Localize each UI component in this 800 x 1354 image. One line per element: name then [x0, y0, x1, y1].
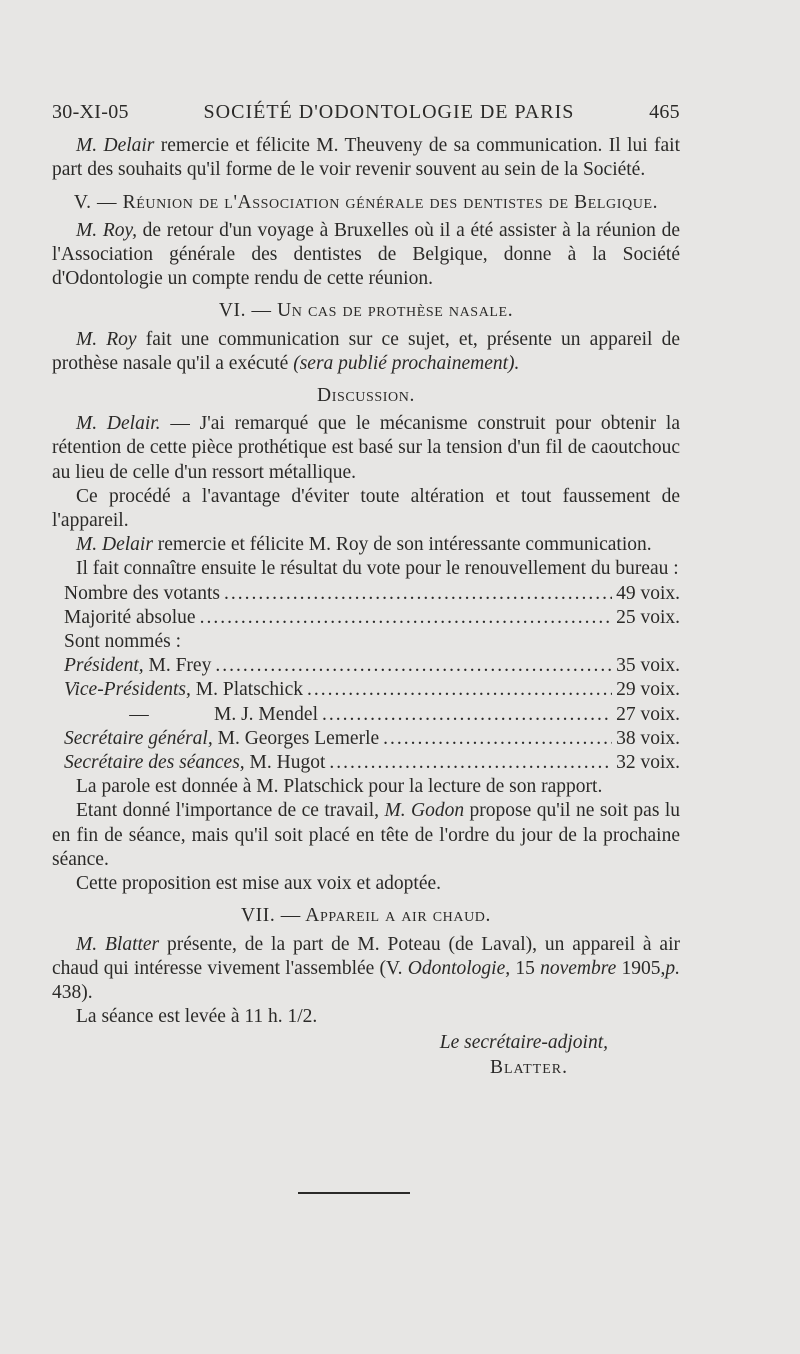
dot-leader	[224, 582, 612, 606]
dot-leader	[307, 678, 612, 702]
header-title: SOCIÉTÉ D'ODONTOLOGIE DE PARIS	[203, 101, 575, 123]
vote-label	[64, 703, 318, 727]
vote-label: Nombre des votants	[64, 582, 220, 604]
speaker: M. Godon	[384, 800, 465, 822]
vote-label	[64, 654, 211, 678]
vote-count: 29 voix.	[616, 679, 680, 701]
speaker: M. Blatter	[76, 933, 160, 955]
speaker: M. Delair.	[76, 413, 161, 435]
vote-row-secretaire-seances	[52, 751, 680, 775]
section-heading-7: VII. — Appareil a air chaud.	[240, 905, 491, 927]
paragraph-8: La parole est donnée à M. Platschick pour la lecture de son rapport.	[76, 776, 603, 798]
role: Secrétaire des séances,	[64, 752, 245, 774]
issue-year: 1905,	[621, 957, 666, 979]
text-column	[52, 100, 680, 1080]
vote-count: 27 voix.	[616, 703, 680, 725]
vote-row-secretaire-general	[52, 727, 680, 751]
signature-role: Le secrétaire-adjoint,	[439, 1032, 608, 1054]
role: Vice-Présidents,	[64, 679, 191, 701]
paragraph-12: La séance est levée à 11 h. 1/2.	[76, 1006, 318, 1028]
member-name: M. Frey	[148, 655, 212, 677]
vote-count: 25 voix.	[616, 606, 680, 628]
paragraph-11	[52, 933, 680, 1006]
paragraph-6	[52, 533, 680, 557]
speaker: M. Roy,	[76, 219, 137, 241]
dot-leader	[329, 751, 612, 775]
vote-count: 35 voix.	[616, 655, 680, 677]
paragraph-text: présente, de la part de M. Poteau (de Laval), un appareil à air chaud qui intéresse vivement l'assemblée (V.	[52, 933, 681, 979]
page-number: 465	[649, 101, 680, 123]
paragraph-5: Ce procédé a l'avantage d'éviter toute altération et tout faussement de l'appareil.	[52, 485, 680, 532]
dot-leader	[200, 606, 612, 630]
vote-count: 49 voix.	[616, 582, 680, 604]
vote-label	[64, 751, 325, 775]
closing-rule	[298, 1192, 410, 1194]
member-name: M. Platschick	[195, 679, 304, 701]
vote-count: 38 voix.	[616, 727, 680, 749]
vote-row-votants	[52, 582, 680, 606]
vote-row-president	[52, 654, 680, 678]
vote-label	[64, 727, 379, 751]
member-name: M. Hugot	[249, 752, 326, 774]
paragraph-2	[52, 219, 680, 292]
paragraph-9	[52, 799, 680, 872]
vote-row-vice-president	[52, 678, 680, 702]
vote-results	[52, 582, 680, 776]
role: Président,	[64, 655, 144, 677]
paragraph-text: propose qu'il ne soit pas lu en fin de séance, mais qu'il soit placé en tête de l'ordre du jour de la prochaine séance.	[52, 800, 681, 870]
vote-label: Majorité absolue	[64, 606, 196, 628]
dot-leader	[383, 727, 612, 751]
dot-leader	[322, 703, 612, 727]
vote-row-vice-president-2	[52, 703, 680, 727]
paragraph-10: Cette proposition est mise aux voix et adoptée.	[76, 873, 442, 895]
page-ref: 438).	[52, 981, 93, 1003]
paragraph-text: Etant donné l'importance de ce travail,	[76, 800, 380, 822]
member-name: M. Georges Lemerle	[217, 727, 380, 749]
speaker: M. Delair	[76, 135, 155, 157]
paragraph-text: de retour d'un voyage à Bruxelles où il a été assister à la réunion de l'Association générale des dentistes de Belgique, donne à la Société d'Odontologie un compte rendu de cette réunion.	[52, 219, 680, 290]
paragraph-1	[52, 134, 680, 182]
speaker: M. Roy	[76, 328, 137, 350]
paragraph-7: Il fait connaître ensuite le résultat du vote pour le renouvellement du bureau :	[76, 558, 679, 580]
vote-count: 32 voix.	[616, 752, 680, 774]
paragraph-text: fait une communication sur ce sujet, et, présente un appareil de prothèse nasale qu'il a exécuté	[52, 328, 681, 374]
paragraph-4	[52, 412, 680, 485]
journal-name: Odontologie,	[407, 957, 511, 979]
vote-label	[64, 678, 303, 702]
page-abbrev: p.	[665, 957, 681, 979]
publication-note: (sera publié prochainement).	[293, 352, 520, 374]
issue-month: novembre	[540, 957, 617, 979]
issue-number: 15	[515, 957, 535, 979]
running-header	[52, 100, 680, 124]
signature-name: Blatter.	[490, 1056, 568, 1078]
speaker: M. Delair	[76, 534, 153, 556]
dot-leader	[215, 654, 612, 678]
role: Secrétaire général,	[64, 727, 213, 749]
member-name: M. J. Mendel	[214, 703, 318, 725]
paragraph-text: remercie et félicite M. Theuveny de sa communication. Il lui fait part des souhaits qu'il forme de le voir revenir souvent au sein de la Société.	[52, 135, 681, 181]
nommes-line: Sont nommés :	[64, 631, 182, 653]
ditto-dash: —	[129, 703, 149, 725]
paragraph-text: remercie et félicite M. Roy de son intéressante communication.	[157, 534, 652, 556]
vote-row-majorite	[52, 606, 680, 630]
discussion-heading: Discussion.	[317, 385, 415, 407]
signature-block	[52, 1031, 680, 1079]
section-heading-5: V. — Réunion de l'Association générale des dentistes de Belgique.	[73, 191, 659, 213]
section-heading-6: VI. — Un cas de prothèse nasale.	[218, 300, 514, 322]
header-date: 30-XI-05	[52, 101, 129, 123]
paragraph-text: — J'ai remarqué que le mécanisme construit pour obtenir la rétention de cette pièce prothétique est basé sur la tension d'un fil de caoutchouc au lieu de celle d'un ressort métallique.	[52, 413, 681, 483]
paragraph-3	[52, 328, 680, 376]
